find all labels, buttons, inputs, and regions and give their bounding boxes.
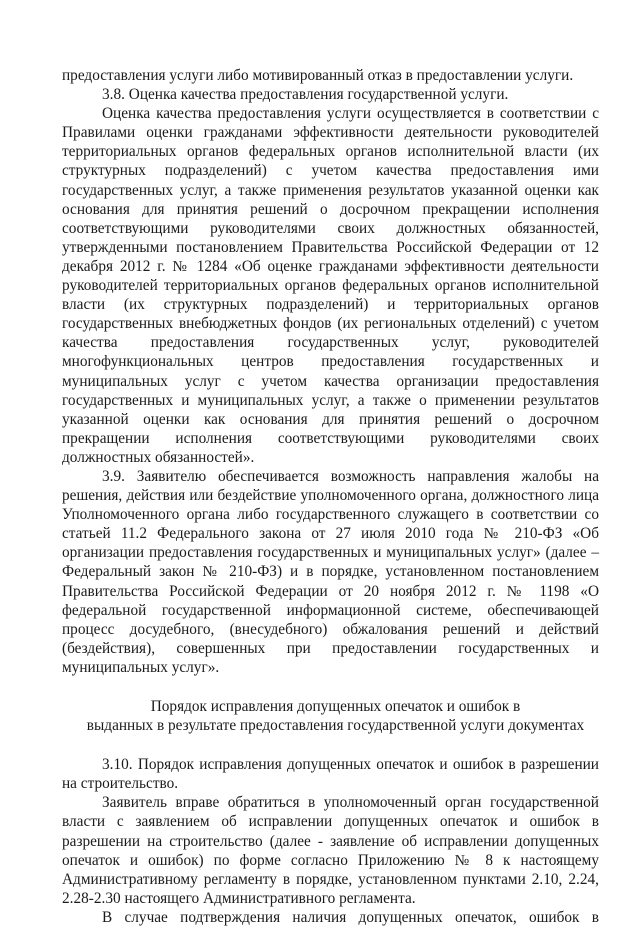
section-3-10: 3.10. Порядок исправления допущенных опечаток и ошибок в разрешении на строительство. xyxy=(62,756,599,793)
section-heading-line-1: Порядок исправления допущенных опечаток и ошибок в xyxy=(150,698,521,715)
applicant-paragraph: Заявитель вправе обратиться в уполномоченный орган государственной власти с заявлением об исправлении допущенных опечаток и ошибок в разрешении на строительство (далее - заявление об исправлении допущенных опечаток и ошибок) по форме согласно Приложению № 8 к настоящему Административному регламенту в порядке, установленном пунктами 2.10, 2.24, 2.28-2.30 настоящего Административного регламента. xyxy=(62,794,599,907)
section-3-8-body: Оценка качества предоставления услуги осуществляется в соответствии с Правилами оценки гражданами эффективности деятельности руководителей территориальных органов федеральных органов исполнительной власти (их структурных подразделений) с учетом качества предоставления ими государственных услуг, а также применения результатов указанной оценки как основания для принятия решений о досрочном прекращении исполнения соответствующими руководителями своих должностных обязанностей, утвержденными постановлением Правительства Российской Федерации от 12 декабря 2012 г. № 1284 «Об оценке гражданами эффективности деятельности руководителей территориальных органов федеральных органов исполнительной власти (их структурных подразделений) и территориальных органов государственных внебюджетных фондов (их региональных отделений) с учетом качества предоставления государственных услуг, руководителей многофункциональных центров предоставления государственных и муниципальных услуг с учетом качества организации предоставления государственных и муниципальных услуг, а также о применении результатов указанной оценки как основания для принятия решений о досрочном прекращении исполнения соответствующими руководителями своих должностных обязанностей». xyxy=(62,105,599,466)
last-paragraph: В случае подтверждения наличия допущенных опечаток, ошибок в xyxy=(102,908,599,926)
section-heading-line-2: выданных в результате предоставления государственной услуги документах xyxy=(86,717,585,735)
section-3-9: 3.9. Заявителю обеспечивается возможность направления жалобы на решения, действия или бездействие уполномоченного органа, должностного лица Уполномоченного органа либо государственного служащего в соответствии со статьей 11.2 Федерального закона от 27 июля 2010 года № 210-ФЗ «Об организации предоставления государственных и муниципальных услуг» (далее – Федеральный закон № 210-ФЗ) и в порядке, установленном постановлением Правительства Российской Федерации от 20 ноября 2012 г. № 1198 «О федеральной государственной информационной системе, обеспечивающей процесс досудебного, (внесудебного) обжалования решений и действий (бездействия), совершенных при предоставлении государственных и муниципальных услуг». xyxy=(62,467,599,676)
document-page xyxy=(62,66,599,927)
section-heading xyxy=(62,697,599,735)
section-3-8-title: 3.8. Оценка качества предоставления государственной услуги. xyxy=(102,86,509,104)
intro-line: предоставления услуги либо мотивированный отказ в предоставлении услуги. xyxy=(62,67,574,84)
